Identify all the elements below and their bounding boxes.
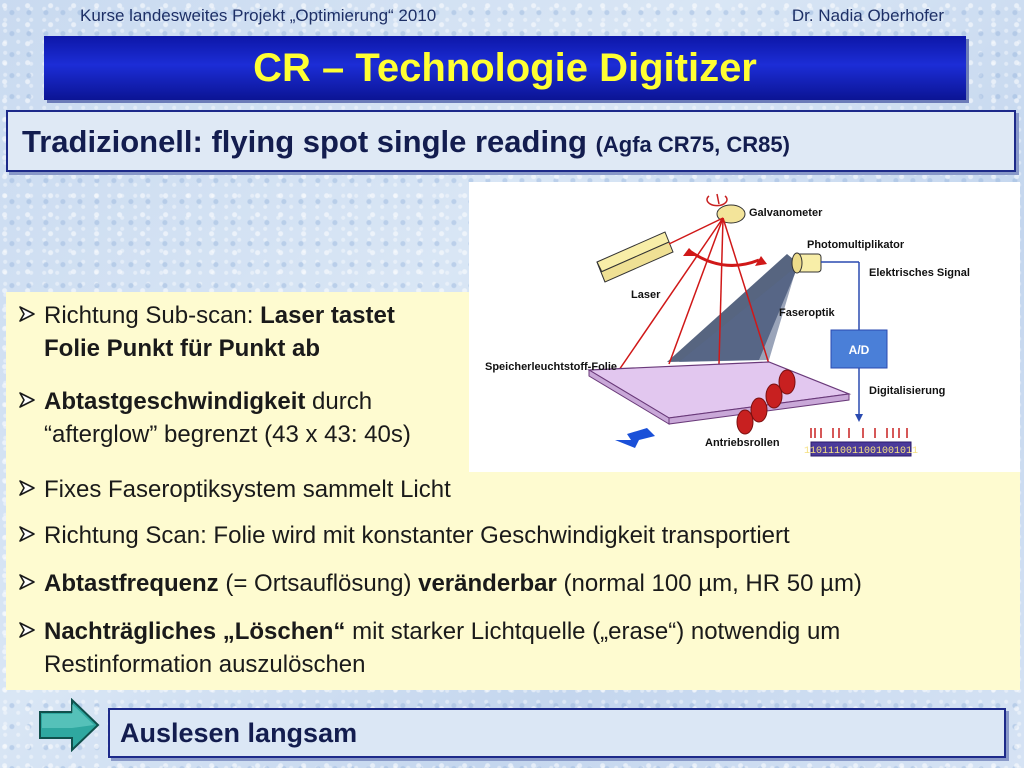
next-arrow-icon[interactable] bbox=[36, 698, 100, 752]
title-banner bbox=[44, 36, 966, 100]
bullet-arrow-icon bbox=[18, 391, 36, 409]
photomultiplier-icon bbox=[792, 253, 821, 273]
subtitle bbox=[22, 124, 790, 160]
label-fiber: Faseroptik bbox=[779, 307, 835, 319]
bullet-text-segment: mit starker Lichtquelle („erase“) notwendig um bbox=[345, 618, 841, 645]
bullet-text bbox=[44, 476, 451, 504]
bullet-text bbox=[44, 651, 366, 679]
subtitle-box bbox=[6, 110, 1016, 172]
bullet-text-segment: Restinformation auszulöschen bbox=[44, 651, 366, 678]
scanner-diagram-svg bbox=[469, 182, 1020, 472]
bullet-text-segment: Richtung Scan: Folie wird mit konstanter Geschwindigkeit transportiert bbox=[44, 522, 790, 549]
footer-text: Auslesen langsam bbox=[120, 718, 358, 748]
bullet-text bbox=[44, 421, 411, 449]
footer-box bbox=[108, 708, 1006, 758]
transport-arrow-icon bbox=[615, 428, 655, 448]
label-ad: A/D bbox=[848, 343, 870, 357]
label-rollers: Antriebsrollen bbox=[705, 437, 780, 449]
storage-plate bbox=[589, 362, 849, 418]
bullet-text bbox=[44, 388, 372, 416]
bullet-text-segment: veränderbar bbox=[418, 570, 557, 597]
slide-header bbox=[0, 0, 1024, 30]
bullet-text-segment: Fixes Faseroptiksystem sammelt Licht bbox=[44, 476, 451, 503]
bullet-text bbox=[44, 335, 320, 363]
bullet-text-segment: Nachträgliches „Löschen“ bbox=[44, 618, 346, 645]
bullet-text-segment: durch bbox=[305, 388, 373, 415]
course-name: Kurse landesweites Projekt „Optimierung“ 2010 bbox=[80, 6, 437, 25]
bullet-arrow-icon bbox=[18, 525, 36, 543]
bullet-text-segment: Abtastfrequenz bbox=[44, 570, 219, 597]
bit-string: 1101110011001001011 bbox=[803, 446, 919, 457]
bullet-text bbox=[44, 570, 862, 598]
label-digitization: Digitalisierung bbox=[869, 385, 946, 397]
slide-title: CR – Technologie Digitizer bbox=[253, 46, 757, 90]
galvanometer-icon bbox=[707, 194, 745, 223]
bullet-text-segment: Abtastgeschwindigkeit bbox=[44, 388, 306, 415]
bullet-text-segment: (43 x 43: 40s) bbox=[264, 421, 411, 448]
scan-direction-arrow bbox=[691, 252, 759, 265]
label-laser: Laser bbox=[631, 289, 661, 301]
bullet-text-segment: (normal 100 µm, HR 50 µm) bbox=[556, 570, 862, 597]
bullet-text-segment: Richtung Sub-scan: bbox=[44, 302, 261, 329]
author-name: Dr. Nadia Oberhofer bbox=[791, 6, 944, 25]
label-galvanometer: Galvanometer bbox=[749, 207, 823, 219]
pulse-train bbox=[811, 428, 907, 438]
bullet-arrow-icon bbox=[18, 479, 36, 497]
subtitle-models: (Agfa CR75, CR85) bbox=[595, 132, 790, 157]
laser-icon bbox=[597, 232, 673, 282]
bullet-text bbox=[44, 302, 395, 330]
label-signal: Elektrisches Signal bbox=[869, 267, 970, 279]
bullet-arrow-icon bbox=[18, 573, 36, 591]
bullet-text-segment: Folie Punkt für Punkt ab bbox=[44, 335, 321, 362]
scanner-diagram bbox=[469, 182, 1020, 472]
bullet-text bbox=[44, 522, 790, 550]
label-plate: Speicherleuchtstoff-Folie bbox=[485, 361, 618, 373]
bullet-text bbox=[44, 618, 840, 646]
bullet-text-segment: Laser tastet bbox=[260, 302, 395, 329]
subtitle-main: Tradizionell: flying spot single reading bbox=[22, 124, 587, 159]
bullet-text-segment: (= Ortsauflösung) bbox=[218, 570, 419, 597]
bullet-text-segment: “afterglow” begrenzt bbox=[44, 421, 265, 448]
bullet-arrow-icon bbox=[18, 305, 36, 323]
bullet-arrow-icon bbox=[18, 621, 36, 639]
label-photomultiplier: Photomultiplikator bbox=[807, 239, 905, 251]
